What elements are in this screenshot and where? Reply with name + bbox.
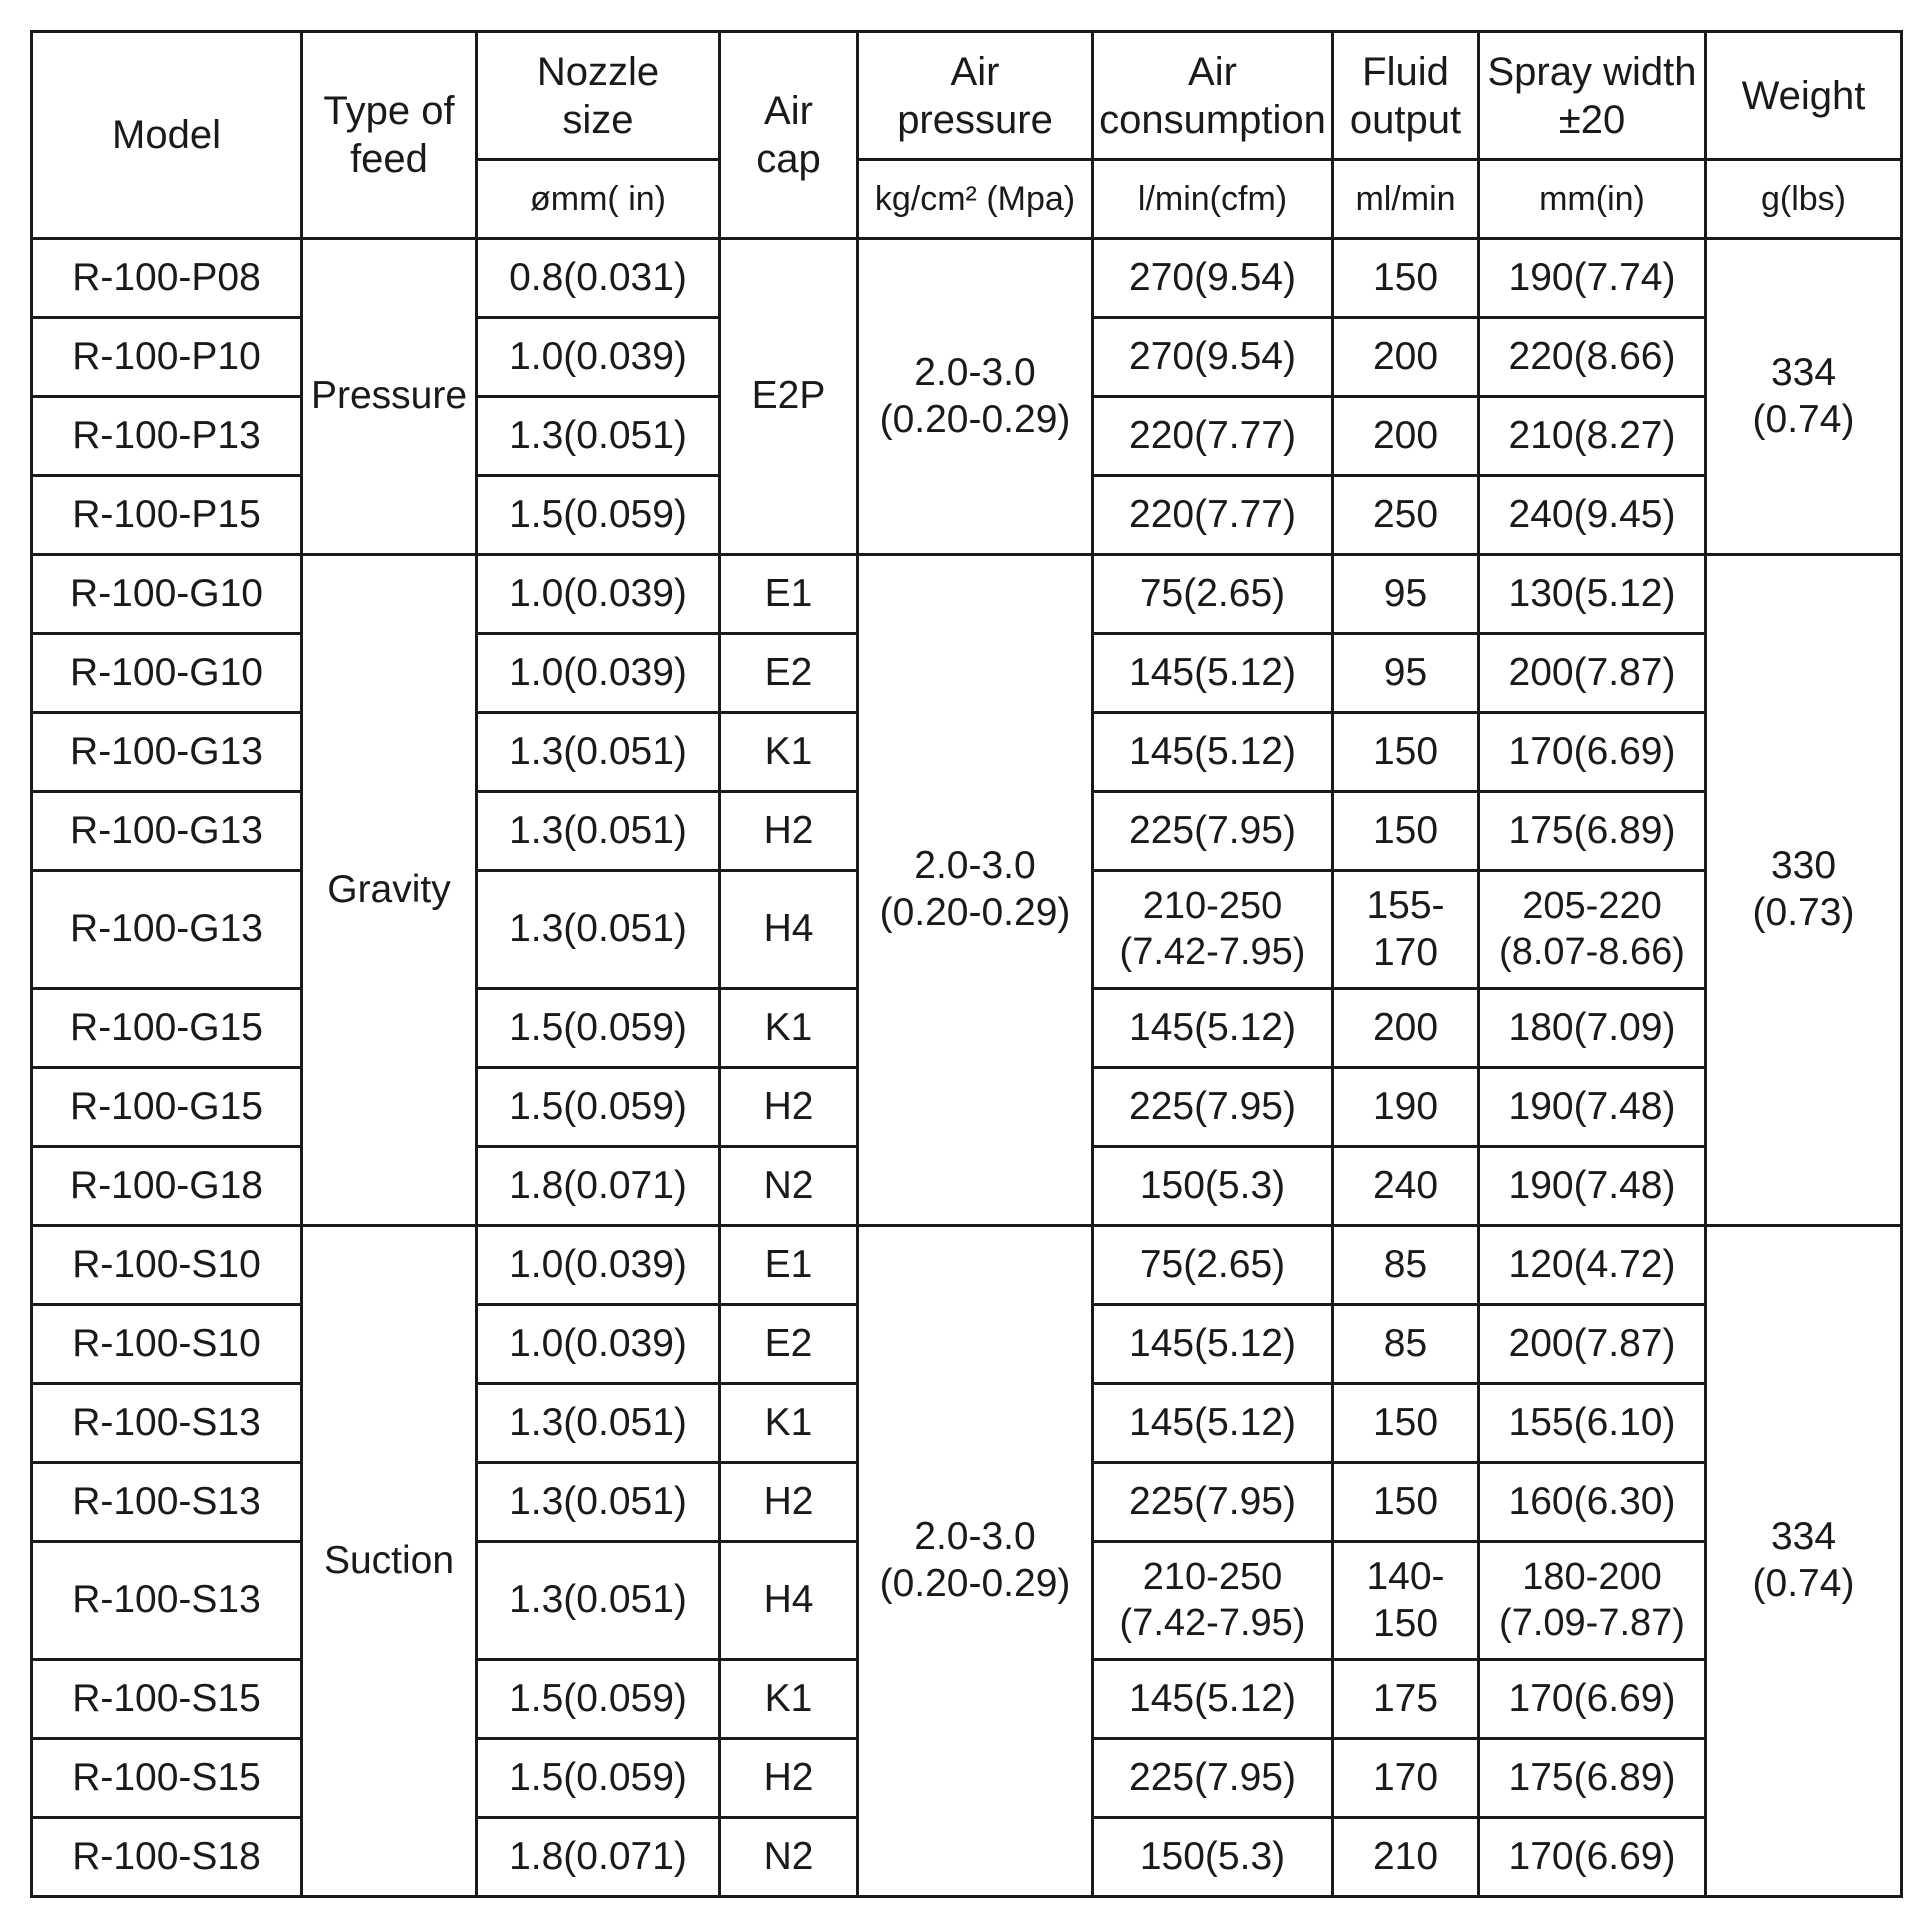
air-consumption-cell: 145(5.12) bbox=[1093, 1305, 1333, 1384]
model-cell: R-100-G18 bbox=[32, 1147, 302, 1226]
table-row bbox=[32, 239, 1902, 318]
air-consumption-cell: 150(5.3) bbox=[1093, 1147, 1333, 1226]
weight-cell: 334 (0.74) bbox=[1706, 1226, 1902, 1897]
air-pressure-cell: 2.0-3.0 (0.20-0.29) bbox=[858, 555, 1093, 1226]
air-consumption-cell: 145(5.12) bbox=[1093, 713, 1333, 792]
air-cap-cell: K1 bbox=[720, 713, 858, 792]
nozzle-size-cell: 1.5(0.059) bbox=[477, 989, 720, 1068]
spray-width-cell: 180(7.09) bbox=[1479, 989, 1706, 1068]
spray-width-cell: 170(6.69) bbox=[1479, 1818, 1706, 1897]
spray-width-cell: 190(7.48) bbox=[1479, 1147, 1706, 1226]
model-cell: R-100-G10 bbox=[32, 634, 302, 713]
model-cell: R-100-P10 bbox=[32, 318, 302, 397]
spray-width-cell: 190(7.48) bbox=[1479, 1068, 1706, 1147]
spray-width-cell: 175(6.89) bbox=[1479, 792, 1706, 871]
feed-type-cell: Gravity bbox=[302, 555, 477, 1226]
header-spray-width: Spray width ±20 bbox=[1479, 32, 1706, 160]
air-cap-cell: E1 bbox=[720, 1226, 858, 1305]
unit-air-consumption: l/min(cfm) bbox=[1093, 160, 1333, 239]
air-consumption-cell: 225(7.95) bbox=[1093, 1463, 1333, 1542]
air-pressure-cell: 2.0-3.0 (0.20-0.29) bbox=[858, 239, 1093, 555]
model-cell: R-100-G13 bbox=[32, 713, 302, 792]
fluid-output-cell: 85 bbox=[1333, 1226, 1479, 1305]
unit-nozzle-size: ømm( in) bbox=[477, 160, 720, 239]
nozzle-size-cell: 1.5(0.059) bbox=[477, 476, 720, 555]
fluid-output-cell: 150 bbox=[1333, 1384, 1479, 1463]
air-consumption-cell: 145(5.12) bbox=[1093, 634, 1333, 713]
nozzle-size-cell: 1.0(0.039) bbox=[477, 555, 720, 634]
header-air-cap: Air cap bbox=[720, 32, 858, 239]
air-cap-cell: H4 bbox=[720, 1542, 858, 1660]
header-nozzle-size: Nozzle size bbox=[477, 32, 720, 160]
spray-width-cell: 155(6.10) bbox=[1479, 1384, 1706, 1463]
fluid-output-cell: 150 bbox=[1333, 1463, 1479, 1542]
model-cell: R-100-G15 bbox=[32, 989, 302, 1068]
air-consumption-cell: 75(2.65) bbox=[1093, 555, 1333, 634]
fluid-output-cell: 240 bbox=[1333, 1147, 1479, 1226]
unit-weight: g(lbs) bbox=[1706, 160, 1902, 239]
nozzle-size-cell: 1.3(0.051) bbox=[477, 713, 720, 792]
header-model: Model bbox=[32, 32, 302, 239]
fluid-output-cell: 95 bbox=[1333, 555, 1479, 634]
nozzle-size-cell: 1.8(0.071) bbox=[477, 1818, 720, 1897]
feed-type-cell: Suction bbox=[302, 1226, 477, 1897]
nozzle-size-cell: 1.0(0.039) bbox=[477, 1305, 720, 1384]
model-cell: R-100-S13 bbox=[32, 1463, 302, 1542]
nozzle-size-cell: 1.3(0.051) bbox=[477, 871, 720, 989]
nozzle-size-cell: 0.8(0.031) bbox=[477, 239, 720, 318]
fluid-output-cell: 200 bbox=[1333, 397, 1479, 476]
air-consumption-cell: 225(7.95) bbox=[1093, 1739, 1333, 1818]
fluid-output-cell: 190 bbox=[1333, 1068, 1479, 1147]
air-cap-cell: H2 bbox=[720, 792, 858, 871]
model-cell: R-100-S10 bbox=[32, 1226, 302, 1305]
air-consumption-cell: 225(7.95) bbox=[1093, 792, 1333, 871]
model-cell: R-100-G10 bbox=[32, 555, 302, 634]
air-consumption-cell: 225(7.95) bbox=[1093, 1068, 1333, 1147]
air-cap-cell: K1 bbox=[720, 1660, 858, 1739]
air-consumption-cell: 145(5.12) bbox=[1093, 1384, 1333, 1463]
fluid-output-cell: 95 bbox=[1333, 634, 1479, 713]
air-consumption-cell: 210-250 (7.42-7.95) bbox=[1093, 871, 1333, 989]
weight-cell: 330 (0.73) bbox=[1706, 555, 1902, 1226]
unit-spray-width: mm(in) bbox=[1479, 160, 1706, 239]
model-cell: R-100-S13 bbox=[32, 1384, 302, 1463]
fluid-output-cell: 200 bbox=[1333, 318, 1479, 397]
fluid-output-cell: 210 bbox=[1333, 1818, 1479, 1897]
air-consumption-cell: 220(7.77) bbox=[1093, 476, 1333, 555]
nozzle-size-cell: 1.5(0.059) bbox=[477, 1739, 720, 1818]
fluid-output-cell: 170 bbox=[1333, 1739, 1479, 1818]
fluid-output-cell: 250 bbox=[1333, 476, 1479, 555]
air-cap-cell: N2 bbox=[720, 1147, 858, 1226]
spray-width-cell: 170(6.69) bbox=[1479, 713, 1706, 792]
air-cap-cell: N2 bbox=[720, 1818, 858, 1897]
model-cell: R-100-S10 bbox=[32, 1305, 302, 1384]
air-consumption-cell: 270(9.54) bbox=[1093, 239, 1333, 318]
feed-type-cell: Pressure bbox=[302, 239, 477, 555]
air-cap-cell: H2 bbox=[720, 1463, 858, 1542]
spray-width-cell: 180-200 (7.09-7.87) bbox=[1479, 1542, 1706, 1660]
unit-fluid-output: ml/min bbox=[1333, 160, 1479, 239]
spray-width-cell: 200(7.87) bbox=[1479, 1305, 1706, 1384]
air-cap-cell: E2 bbox=[720, 634, 858, 713]
fluid-output-cell: 85 bbox=[1333, 1305, 1479, 1384]
nozzle-size-cell: 1.8(0.071) bbox=[477, 1147, 720, 1226]
spray-width-cell: 190(7.74) bbox=[1479, 239, 1706, 318]
fluid-output-cell: 155-170 bbox=[1333, 871, 1479, 989]
spray-width-cell: 175(6.89) bbox=[1479, 1739, 1706, 1818]
air-pressure-cell: 2.0-3.0 (0.20-0.29) bbox=[858, 1226, 1093, 1897]
model-cell: R-100-P15 bbox=[32, 476, 302, 555]
spray-width-cell: 205-220 (8.07-8.66) bbox=[1479, 871, 1706, 989]
header-air-consumption: Air consumption bbox=[1093, 32, 1333, 160]
nozzle-size-cell: 1.3(0.051) bbox=[477, 792, 720, 871]
air-consumption-cell: 145(5.12) bbox=[1093, 989, 1333, 1068]
air-cap-cell: E2P bbox=[720, 239, 858, 555]
model-cell: R-100-S13 bbox=[32, 1542, 302, 1660]
spray-width-cell: 170(6.69) bbox=[1479, 1660, 1706, 1739]
spray-width-cell: 210(8.27) bbox=[1479, 397, 1706, 476]
spray-width-cell: 130(5.12) bbox=[1479, 555, 1706, 634]
header-type-of-feed: Type of feed bbox=[302, 32, 477, 239]
nozzle-size-cell: 1.0(0.039) bbox=[477, 318, 720, 397]
model-cell: R-100-P08 bbox=[32, 239, 302, 318]
model-cell: R-100-P13 bbox=[32, 397, 302, 476]
header-fluid-output: Fluid output bbox=[1333, 32, 1479, 160]
air-consumption-cell: 150(5.3) bbox=[1093, 1818, 1333, 1897]
air-consumption-cell: 220(7.77) bbox=[1093, 397, 1333, 476]
nozzle-size-cell: 1.3(0.051) bbox=[477, 397, 720, 476]
model-cell: R-100-G13 bbox=[32, 871, 302, 989]
spray-width-cell: 200(7.87) bbox=[1479, 634, 1706, 713]
nozzle-size-cell: 1.0(0.039) bbox=[477, 1226, 720, 1305]
nozzle-size-cell: 1.3(0.051) bbox=[477, 1384, 720, 1463]
model-cell: R-100-S18 bbox=[32, 1818, 302, 1897]
air-consumption-cell: 210-250 (7.42-7.95) bbox=[1093, 1542, 1333, 1660]
model-cell: R-100-S15 bbox=[32, 1739, 302, 1818]
spray-width-cell: 220(8.66) bbox=[1479, 318, 1706, 397]
model-cell: R-100-S15 bbox=[32, 1660, 302, 1739]
air-consumption-cell: 145(5.12) bbox=[1093, 1660, 1333, 1739]
nozzle-size-cell: 1.5(0.059) bbox=[477, 1068, 720, 1147]
model-cell: R-100-G15 bbox=[32, 1068, 302, 1147]
air-cap-cell: K1 bbox=[720, 1384, 858, 1463]
header-weight: Weight bbox=[1706, 32, 1902, 160]
model-cell: R-100-G13 bbox=[32, 792, 302, 871]
table-row bbox=[32, 1226, 1902, 1305]
air-cap-cell: H2 bbox=[720, 1739, 858, 1818]
nozzle-size-cell: 1.3(0.051) bbox=[477, 1463, 720, 1542]
spray-width-cell: 120(4.72) bbox=[1479, 1226, 1706, 1305]
fluid-output-cell: 200 bbox=[1333, 989, 1479, 1068]
nozzle-size-cell: 1.3(0.051) bbox=[477, 1542, 720, 1660]
fluid-output-cell: 175 bbox=[1333, 1660, 1479, 1739]
fluid-output-cell: 140-150 bbox=[1333, 1542, 1479, 1660]
air-consumption-cell: 75(2.65) bbox=[1093, 1226, 1333, 1305]
fluid-output-cell: 150 bbox=[1333, 792, 1479, 871]
spec-table bbox=[30, 30, 1903, 1898]
nozzle-size-cell: 1.5(0.059) bbox=[477, 1660, 720, 1739]
fluid-output-cell: 150 bbox=[1333, 713, 1479, 792]
spray-width-cell: 240(9.45) bbox=[1479, 476, 1706, 555]
header-air-pressure: Air pressure bbox=[858, 32, 1093, 160]
table-row bbox=[32, 555, 1902, 634]
air-cap-cell: H4 bbox=[720, 871, 858, 989]
weight-cell: 334 (0.74) bbox=[1706, 239, 1902, 555]
nozzle-size-cell: 1.0(0.039) bbox=[477, 634, 720, 713]
air-cap-cell: K1 bbox=[720, 989, 858, 1068]
air-cap-cell: E1 bbox=[720, 555, 858, 634]
spray-width-cell: 160(6.30) bbox=[1479, 1463, 1706, 1542]
air-cap-cell: H2 bbox=[720, 1068, 858, 1147]
air-cap-cell: E2 bbox=[720, 1305, 858, 1384]
air-consumption-cell: 270(9.54) bbox=[1093, 318, 1333, 397]
fluid-output-cell: 150 bbox=[1333, 239, 1479, 318]
unit-air-pressure: kg/cm² (Mpa) bbox=[858, 160, 1093, 239]
